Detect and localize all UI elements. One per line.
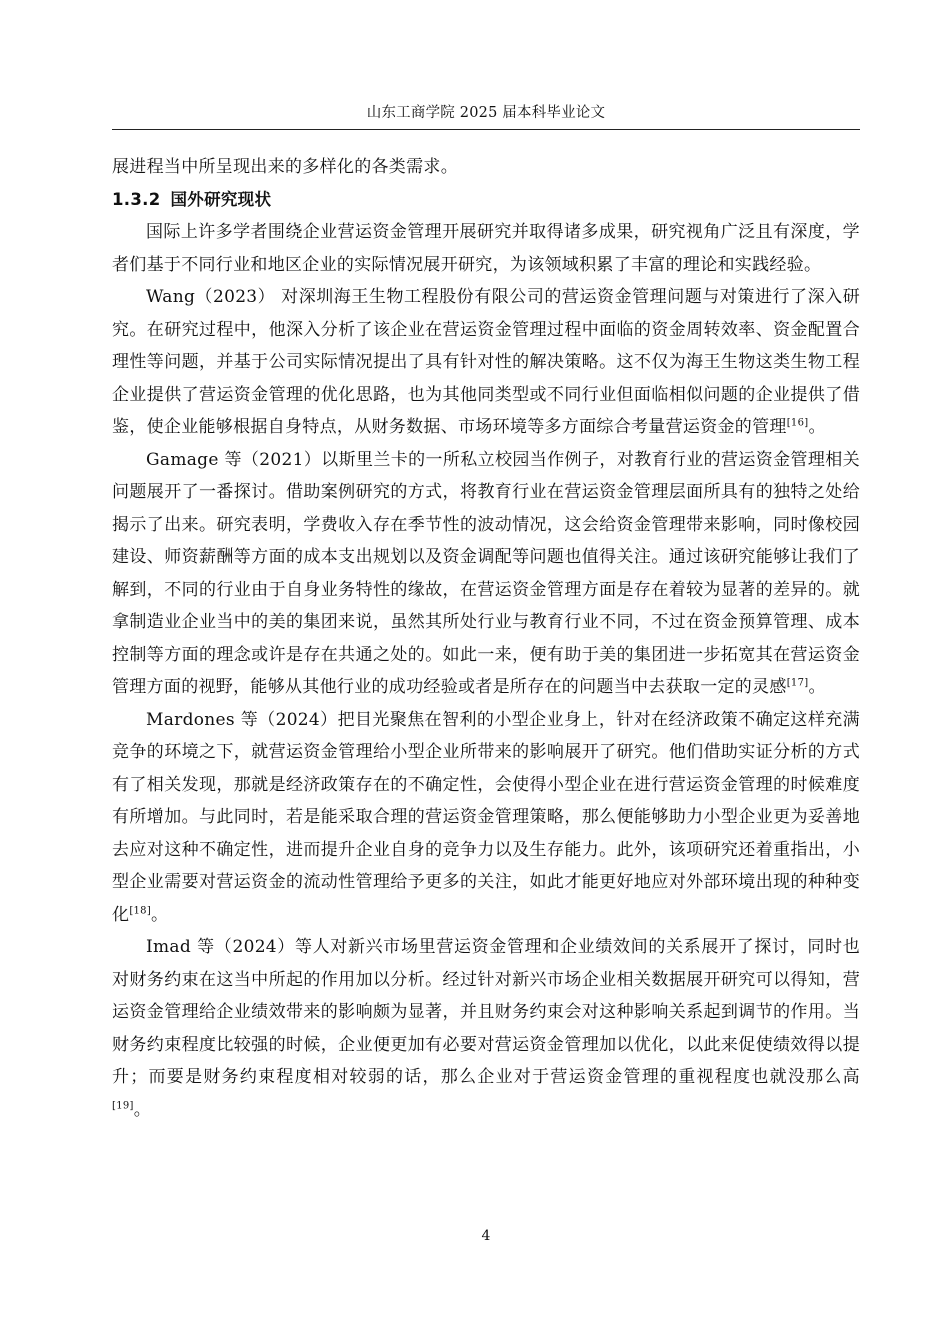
- paragraph-wang: [112, 281, 860, 444]
- page-number: 4: [481, 1228, 491, 1244]
- running-header: 山东工商学院 2025 届本科毕业论文: [366, 105, 606, 121]
- paragraph-text: Imad 等（2024）等人对新兴市场里营运资金管理和企业绩效间的关系展开了探讨，同时也对财务约束在这当中所起的作用加以分析。经过针对新兴市场企业相关数据展开研究可以得知，营运资金管理给企业绩效带来的影响颇为显著，并且财务约束会对这种影响关系起到调节的作用。当财务约束程度比较强的时候，企业便更加有必要对营运资金管理加以优化，以此来促使绩效得以提升；而要是财务约束程度相对较弱的话，那么企业对于营运资金管理的重视程度也就没那么高: [112, 937, 860, 1087]
- section-heading: [112, 184, 860, 217]
- citation-ref: [16]: [786, 417, 809, 429]
- citation-ref: [18]: [129, 904, 152, 916]
- citation-ref: [19]: [112, 1099, 134, 1111]
- paragraph-imad: [112, 931, 860, 1126]
- body-text: [112, 151, 860, 1126]
- paragraph-gamage: [112, 444, 860, 704]
- header-rule: [112, 129, 860, 130]
- paragraph-text: 国际上许多学者围绕企业营运资金管理开展研究并取得诸多成果，研究视角广泛且有深度，学者们基于不同行业和地区企业的实际情况展开研究，为该领域积累了丰富的理论和实践经验。: [112, 222, 860, 275]
- paragraph-tail: 。: [808, 677, 826, 697]
- citation-ref: [17]: [786, 677, 809, 689]
- paragraph-tail: 。: [133, 1099, 152, 1120]
- paragraph-text: Mardones 等（2024）把目光聚焦在智利的小型企业身上，针对在经济政策不确定这样充满竞争的环境之下，就营运资金管理给小型企业所带来的影响展开了研究。他们借助实证分析的方式有了相关发现，那就是经济政策存在的不确定性，会使得小型企业在进行营运资金管理的时候难度有所增加。与此同时，若是能采取合理的营运资金管理策略，那么便能够助力小型企业更为妥善地去应对这种不确定性，进而提升企业自身的竞争力以及生存能力。此外，该项研究还着重指出，小型企业需要对营运资金的流动性管理给予更多的关注，如此才能更好地应对外部环境出现的种种变化: [112, 709, 860, 925]
- paragraph-intro: [112, 216, 860, 281]
- carryover-paragraph: 展进程当中所呈现出来的多样化的各类需求。: [112, 157, 458, 177]
- paragraph-tail: 。: [151, 904, 169, 925]
- section-number: 1.3.2: [112, 189, 161, 209]
- paragraph-mardones: [112, 704, 860, 932]
- section-title: 国外研究现状: [170, 189, 272, 209]
- paragraph-tail: 。: [808, 417, 826, 437]
- paragraph-text: Gamage 等（2021）以斯里兰卡的一所私立校园当作例子，对教育行业的营运资金管理相关问题展开了一番探讨。借助案例研究的方式，将教育行业在营运资金管理层面所具有的独特之处给揭示了出来。研究表明，学费收入存在季节性的波动情况，这会给资金管理带来影响，同时像校园建设、师资薪酬等方面的成本支出规划以及资金调配等问题也值得关注。通过该研究能够让我们了解到，不同的行业由于自身业务特性的缘故，在营运资金管理方面是存在着较为显著的差异的。就拿制造业企业当中的美的集团来说，虽然其所处行业与教育行业不同，不过在资金预算管理、成本控制等方面的理念或许是存在共通之处的。如此一来，便有助于美的集团进一步拓宽其在营运资金管理方面的视野，能够从其他行业的成功经验或者是所存在的问题当中去获取一定的灵感: [112, 449, 860, 697]
- paragraph-text: Wang（2023） 对深圳海王生物工程股份有限公司的营运资金管理问题与对策进行了深入研究。在研究过程中，他深入分析了该企业在营运资金管理过程中面临的资金周转效率、资金配置合理性等问题，并基于公司实际情况提出了具有针对性的解决策略。这不仅为海王生物这类生物工程企业提供了营运资金管理的优化思路，也为其他同类型或不同行业但面临相似问题的企业提供了借鉴，使企业能够根据自身特点，从财务数据、市场环境等多方面综合考量营运资金的管理: [112, 287, 860, 437]
